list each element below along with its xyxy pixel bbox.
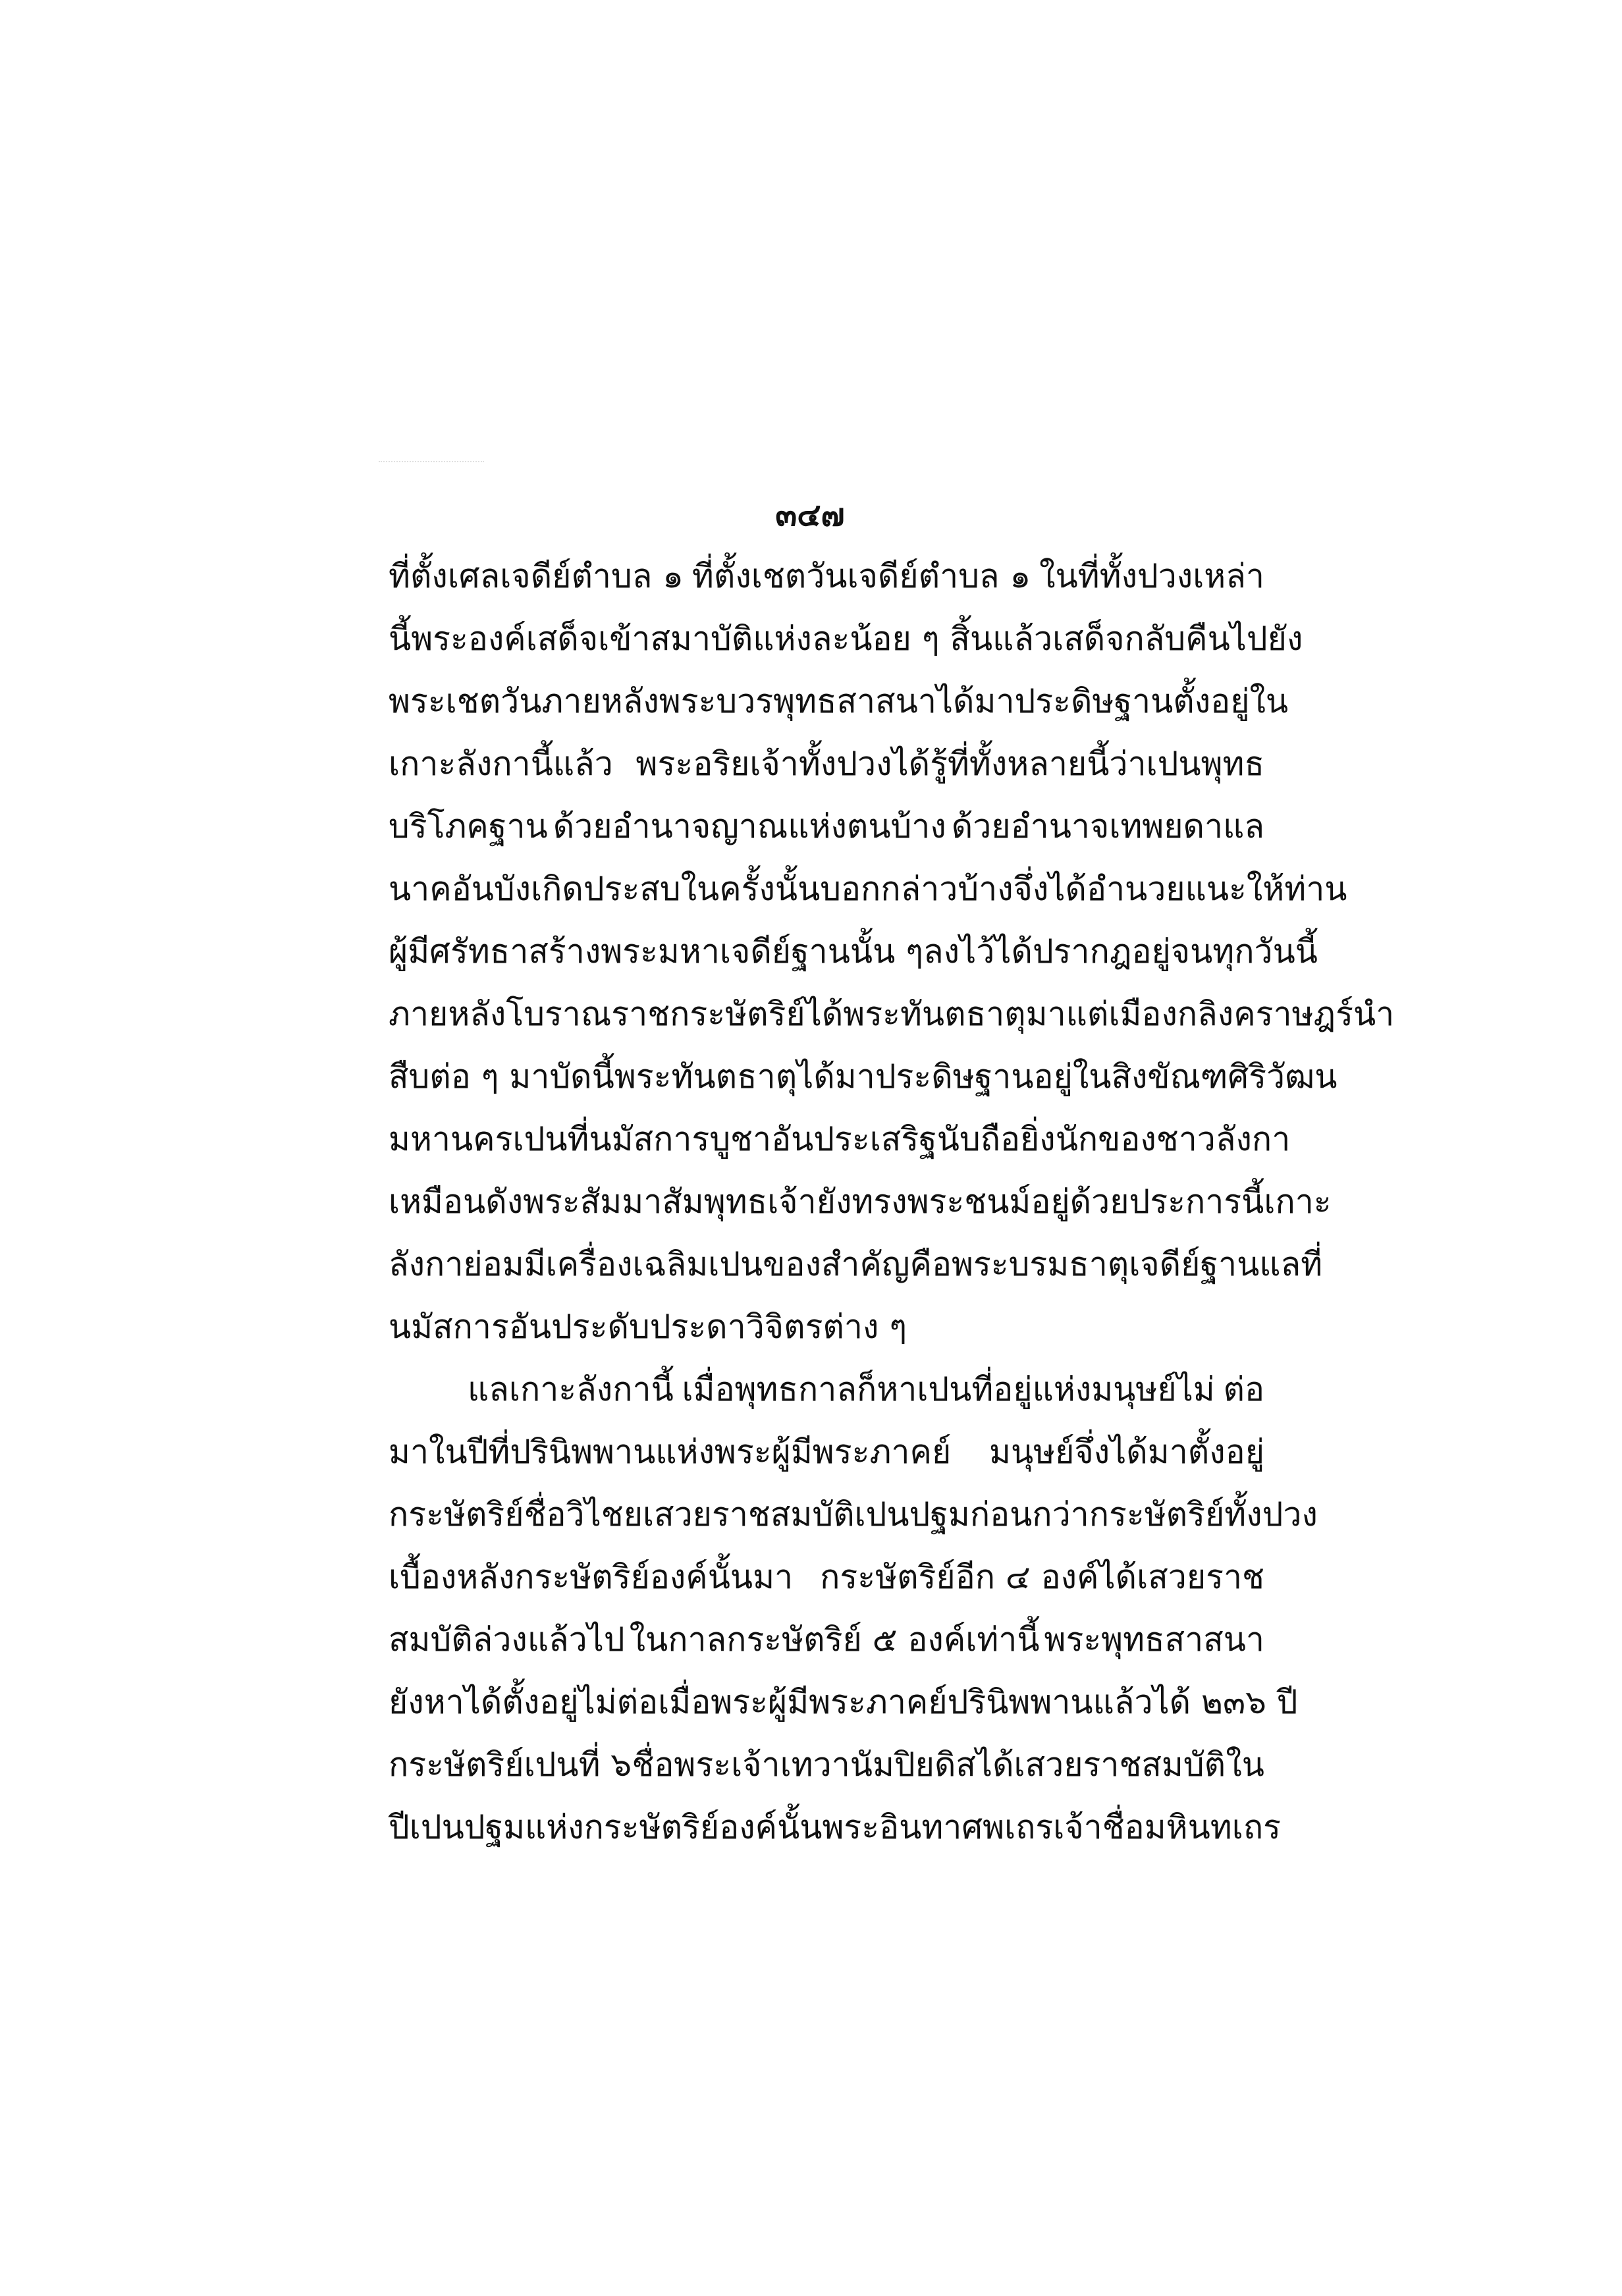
text-line — [389, 974, 1395, 1037]
text-segment: ในกาลกระษัตริย์ ๕ องค์เท่านี้ — [629, 1620, 1040, 1659]
scan-speckle — [379, 461, 484, 475]
text-segment: คือพระบรมธาตุเจดีย์ฐาน — [909, 1245, 1260, 1283]
text-line — [389, 662, 1289, 724]
text-segment: พระอินทาศพเถรเจ้าชื่อมหินทเถร — [822, 1808, 1281, 1846]
text-line — [389, 1725, 1264, 1788]
text-segment: ใน — [1226, 1746, 1264, 1784]
text-segment: แลที่ — [1259, 1245, 1323, 1283]
text-line — [389, 599, 1303, 662]
text-segment: สืบต่อ ๆ มา — [389, 1057, 550, 1096]
text-segment: มาในปีที่ปรินิพพานแห่งพระผู้มีพระภาคย์ — [389, 1433, 952, 1471]
body-text — [389, 537, 1395, 1850]
text-line — [389, 1475, 1318, 1537]
text-line — [389, 1350, 1264, 1412]
text-line — [389, 1788, 1281, 1850]
text-line — [389, 1287, 1264, 1350]
text-line — [389, 1037, 1338, 1100]
text-segment: ด้วยอำนาจญาณแห่งตนบ้าง — [553, 807, 946, 845]
text-segment: เมื่อพุทธกาลก็หาเปนที่อยู่แห่งมนุษย์ไม่ — [682, 1370, 1215, 1408]
text-segment: เกาะลังกานี้แล้ว — [389, 745, 613, 783]
text-segment: นมัสการอันประดับประดาวิจิตรต่าง ๆ — [389, 1308, 907, 1346]
text-line — [389, 724, 1264, 787]
text-segment: ปีเปนปฐมแห่งกระษัตริย์องค์นั้น — [389, 1808, 823, 1846]
text-segment: นาคอันบังเกิดประสบในครั้งนั้นบอกกล่าวบ้าง — [389, 870, 1014, 908]
text-segment: เหมือนดังพระสัมมาสัมพุทธเจ้ายังทรงพระชนม์อยู่ด้วยประการนี้ — [389, 1183, 1264, 1221]
text-segment: ต่อ — [1223, 1370, 1264, 1408]
text-segment: ภายหลังโบราณราชกระษัตริย์ได้พระทันตธาตุมาแต่เมืองกลิงคราษฎร์นำ — [389, 995, 1395, 1033]
text-segment: บัดนี้พระทันตธาตุได้มาประดิษฐานอยู่ในสิงขัณฑศิริวัฒน — [549, 1057, 1338, 1096]
text-segment: ที่ตั้งเชตวันเจดีย์ตำบล ๑ — [691, 557, 1031, 595]
text-line — [389, 787, 1264, 849]
text-segment: พระเชตวัน — [389, 682, 542, 720]
text-segment: เสวยราชสมบัติเปนปฐมก่อนกว่ากระษัตริย์ทั้งปวง — [643, 1495, 1318, 1534]
text-segment: กระษัตริย์อีก ๔ องค์ได้เสวยราช — [820, 1558, 1264, 1596]
text-line — [389, 537, 1264, 599]
text-segment: สมบัติล่วงแล้วไป — [389, 1620, 625, 1659]
text-segment: จึ่งได้อำนวยแนะให้ท่าน — [1013, 870, 1347, 908]
text-segment: เกาะ — [1264, 1183, 1332, 1221]
text-line — [389, 1162, 1332, 1225]
text-segment: ในที่ทั้งปวงเหล่า — [1039, 557, 1264, 595]
text-line — [389, 1663, 1298, 1725]
text-segment: กระษัตริย์เปนที่ ๖ — [389, 1746, 632, 1784]
text-segment: ที่ตั้งเศลเจดีย์ตำบล ๑ — [389, 557, 684, 595]
text-segment: พระอริยเจ้าทั้งปวงได้รู้ที่ทั้งหลายนี้ว่าเปนพุทธ — [635, 745, 1264, 783]
text-segment: กระษัตริย์ชื่อวิไชย — [389, 1495, 643, 1534]
text-segment: มหานคร — [389, 1120, 513, 1158]
text-segment: มนุษย์จึ่งได้มาตั้งอยู่ — [989, 1433, 1264, 1471]
text-segment: ลงไว้ได้ปรากฎอยู่จนทุกวันนี้ — [923, 932, 1318, 971]
text-line — [389, 1412, 1264, 1475]
text-line — [389, 1100, 1291, 1162]
text-segment: ผู้มีศรัทธาสร้างพระมหาเจดีย์ฐานนั้น ๆ — [389, 932, 924, 971]
text-segment: ภายหลังพระบวรพุทธสาสนาได้มาประดิษฐานตั้งอยู่ใน — [541, 682, 1289, 720]
text-segment: ต่อเมื่อพระผู้มีพระภาคย์ปรินิพพานแล้วได้ ๒๓๖ ปี — [616, 1683, 1298, 1721]
text-segment: พระพุทธสาสนา — [1044, 1620, 1264, 1659]
text-segment: ลังกาย่อมมีเครื่องเฉลิมเปนของสำคัญ — [389, 1245, 910, 1283]
text-segment: ด้วยอำนาจเทพยดาแล — [951, 807, 1264, 845]
text-segment: เปนที่นมัสการบูชาอันประเสริฐนับถือยิ่งนักของชาวลังกา — [512, 1120, 1291, 1158]
page-number: ๓๔๗ — [775, 496, 845, 533]
text-segment: บริโภคฐาน — [389, 807, 548, 845]
text-segment: นี้ — [389, 620, 412, 658]
text-line — [389, 1537, 1264, 1600]
text-line — [389, 912, 1318, 974]
text-segment: พระองค์เสด็จเข้าสมาบัติแห่งละน้อย ๆ สิ้นแล้วเสด็จกลับคืนไปยัง — [411, 620, 1303, 658]
text-line — [389, 849, 1347, 912]
text-segment: แลเกาะลังกานี้ — [468, 1370, 674, 1408]
text-line — [389, 1600, 1264, 1663]
text-segment: เบื้องหลังกระษัตริย์องค์นั้นมา — [389, 1558, 794, 1596]
text-segment: ยังหาได้ตั้งอยู่ไม่ — [389, 1683, 617, 1721]
text-line — [389, 1225, 1323, 1287]
text-segment: ชื่อพระเจ้าเทวานัมปิยดิสได้เสวยราชสมบัติ — [632, 1746, 1226, 1784]
